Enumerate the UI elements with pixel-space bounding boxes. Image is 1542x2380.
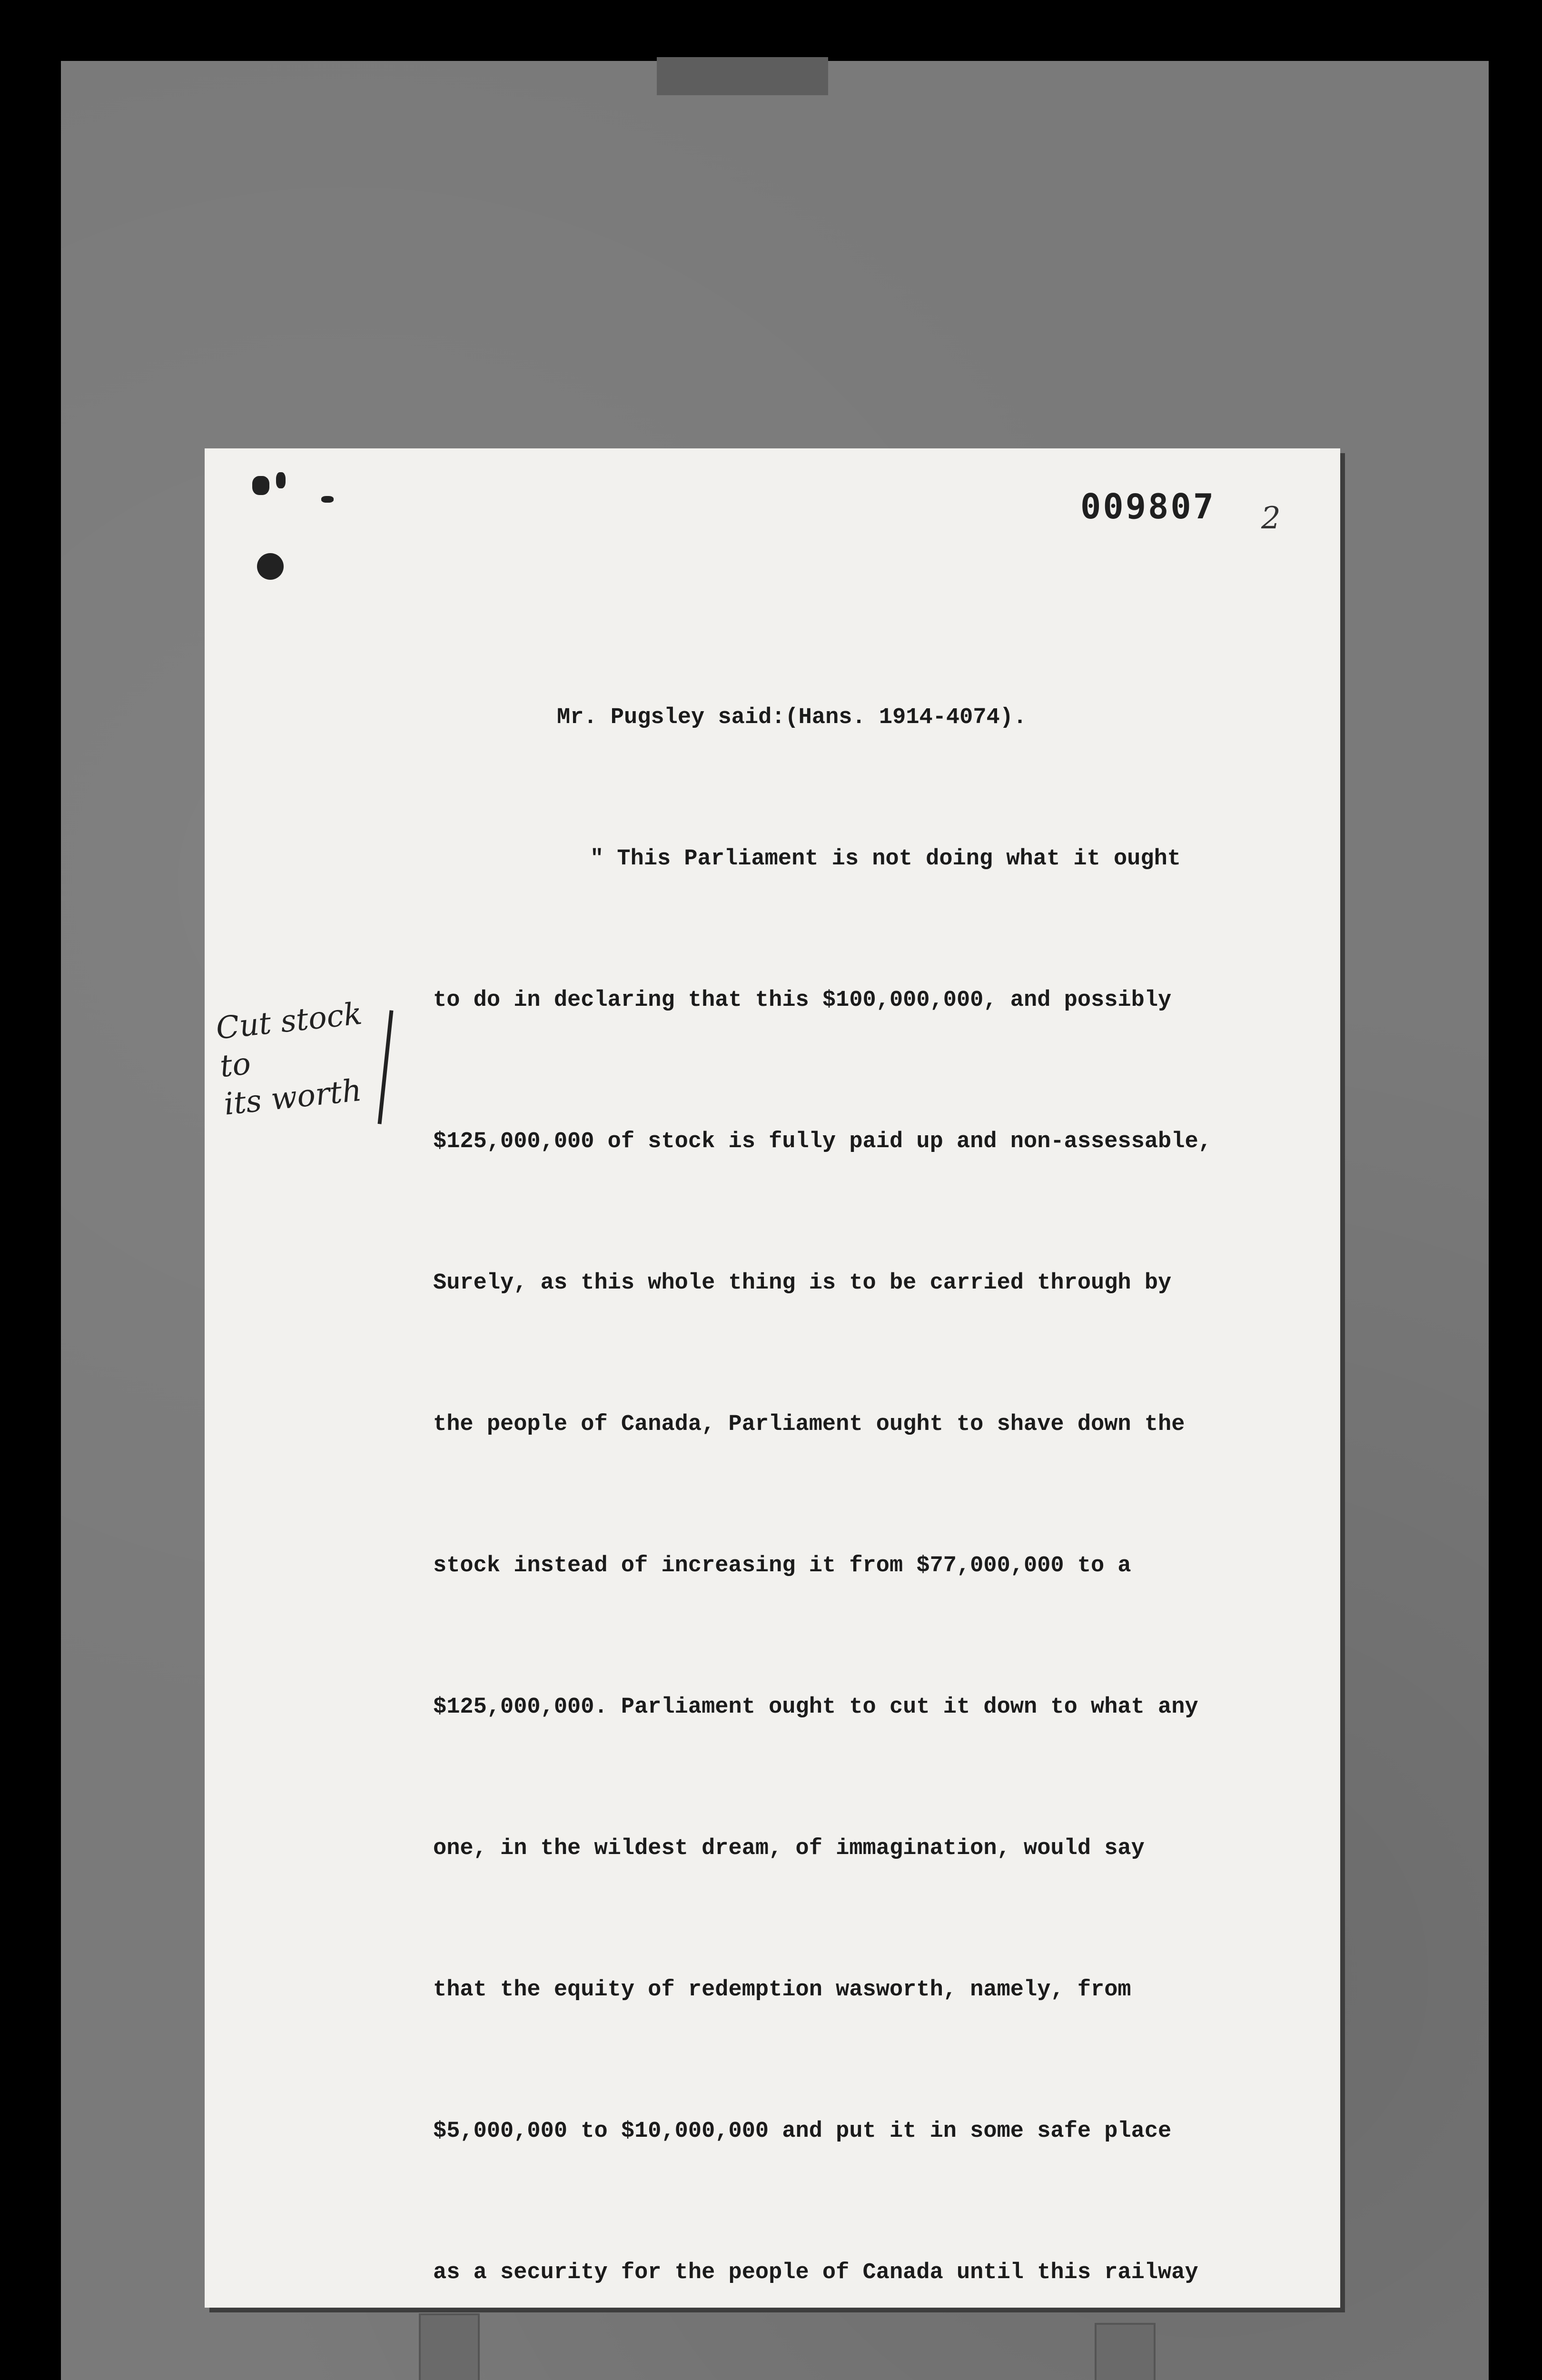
ink-mark (321, 496, 334, 503)
heading-line: Mr. Pugsley said:(Hans. 1914-4074). (557, 705, 1027, 730)
handwritten-margin-note (214, 991, 406, 1123)
margin-note-line: its worth (222, 1072, 364, 1122)
margin-note-line: Cut stock to (214, 996, 364, 1085)
document-body (433, 600, 1290, 2380)
text-line: the people of Canada, Parliament ought to shave down the (433, 1412, 1185, 1437)
text-line: Surely, as this whole thing is to be carried through by (433, 1270, 1172, 1296)
text-line: $125,000,000 of stock is fully paid up and non-assessable, (433, 1129, 1212, 1154)
text-line: " This Parliament is not doing what it ought (590, 846, 1181, 872)
text-line: that the equity of redemption wasworth, namely, from (433, 1977, 1131, 2003)
document-number-stamp: 009807 (1080, 486, 1216, 526)
text-line: as a security for the people of Canada until this railway (433, 2260, 1198, 2285)
typewritten-page (205, 448, 1340, 2308)
text-line: $5,000,000 to $10,000,000 and put it in some safe place (433, 2119, 1172, 2144)
ink-mark (276, 472, 286, 488)
ink-mark (252, 476, 269, 495)
punch-hole (257, 553, 284, 580)
top-clip (657, 57, 828, 95)
document-number-suffix: 2 (1261, 501, 1281, 536)
text-line: to do in declaring that this $100,000,000, and possibly (433, 988, 1172, 1013)
text-line: $125,000,000. Parliament ought to cut it down to what any (433, 1695, 1198, 1720)
text-line: stock instead of increasing it from $77,000,000 to a (433, 1553, 1131, 1578)
text-line: one, in the wildest dream, of immagination, would say (433, 1836, 1145, 1861)
